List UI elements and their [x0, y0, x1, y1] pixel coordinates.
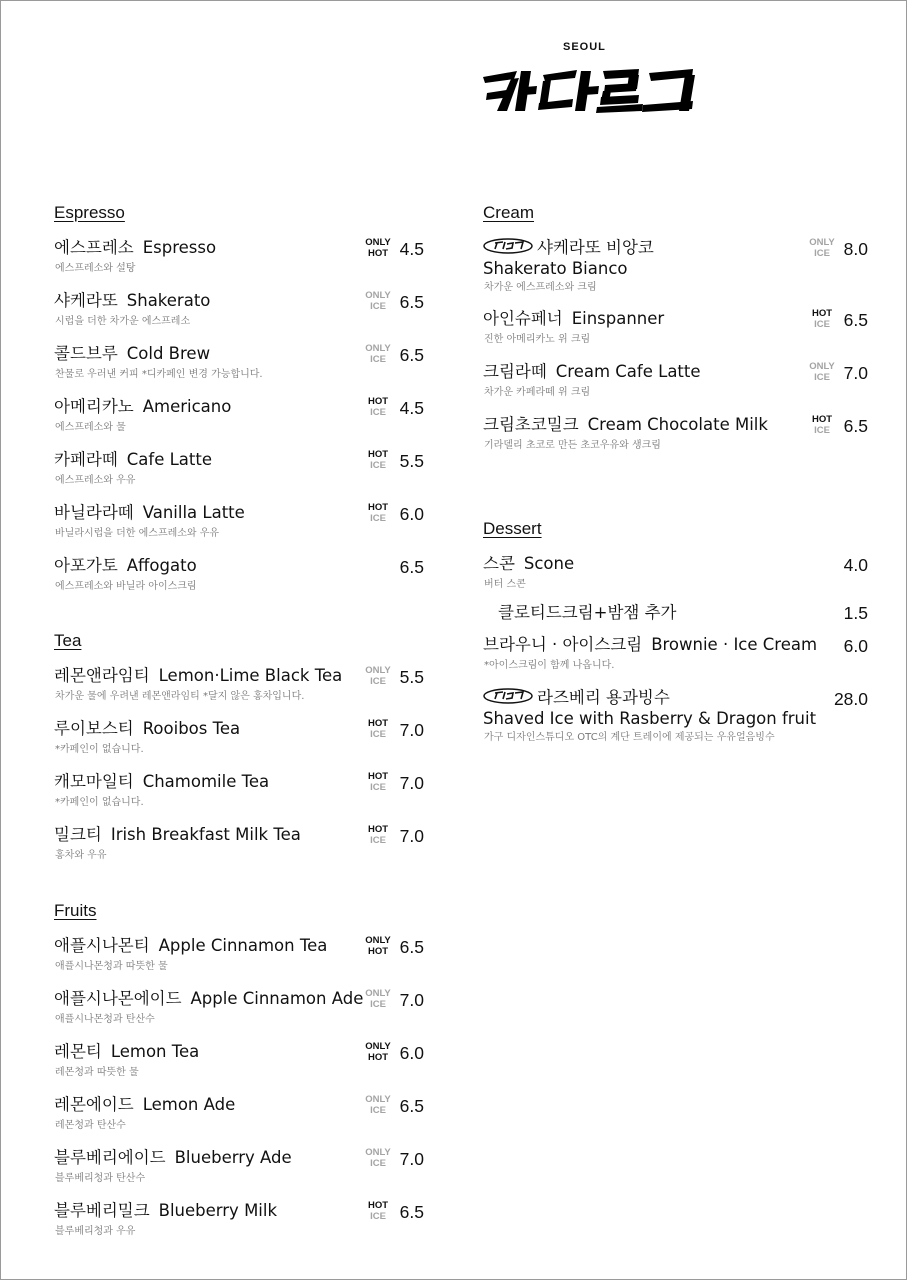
item-name: [54, 291, 210, 311]
item-name-ko: 레몬에이드: [54, 1095, 134, 1114]
tag-line-2: ICE: [370, 460, 386, 471]
item-price: 7.0: [399, 826, 424, 846]
menu-item: [54, 553, 429, 606]
item-name: [498, 603, 685, 623]
item-price: 6.5: [399, 345, 424, 365]
item-description: 에스프레소와 물: [55, 422, 126, 433]
tag-line-1: HOT: [367, 449, 389, 460]
temperature-tag: [363, 1200, 393, 1222]
section-title: Espresso: [54, 203, 125, 222]
tag-line-2: ICE: [370, 835, 386, 846]
item-description: 버터 스콘: [484, 579, 526, 590]
item-description: 애플시나몬청과 탄산수: [55, 1014, 155, 1025]
item-name-en: Scone: [523, 554, 575, 573]
section-title: Cream: [483, 203, 535, 222]
item-name-ko: 샤케라또: [54, 291, 118, 310]
menu-item: [483, 551, 873, 597]
menu-item: [54, 1145, 429, 1198]
menu-item: [483, 306, 873, 359]
item-name-en: Apple Cinnamon Tea: [158, 936, 328, 955]
brand-logo: [481, 67, 697, 113]
item-description: 블루베리청과 탄산수: [55, 1173, 146, 1184]
tag-line-1: HOT: [367, 824, 389, 835]
item-name-ko: 카페라떼: [54, 450, 118, 469]
item-name-en: Blueberry Milk: [158, 1201, 278, 1220]
menu-item: [54, 1039, 429, 1092]
item-description: 차가운 물에 우려낸 레몬앤라임티 *달지 않은 홍차입니다.: [55, 691, 305, 702]
tag-line-1: ONLY: [365, 1147, 391, 1158]
item-name-ko: 레몬앤라임티: [54, 666, 150, 685]
temperature-tag: [807, 361, 837, 383]
tag-line-1: HOT: [811, 308, 833, 319]
temperature-tag: [363, 718, 393, 740]
tag-line-1: HOT: [367, 771, 389, 782]
item-name-en: Shaved Ice with Rasberry & Dragon fruit: [483, 709, 817, 728]
item-price: 6.5: [399, 937, 424, 957]
item-price: 8.0: [843, 239, 868, 259]
item-name: [483, 635, 817, 655]
tag-line-1: ONLY: [365, 665, 391, 676]
tag-line-2: ICE: [370, 782, 386, 793]
temperature-tag: [363, 290, 393, 312]
item-name: [54, 936, 327, 956]
tag-line-1: ONLY: [809, 237, 835, 248]
tag-line-2: ICE: [370, 354, 386, 365]
tag-line-2: ICE: [370, 407, 386, 418]
tag-line-1: ONLY: [365, 237, 391, 248]
menu-item: [54, 933, 429, 986]
item-name-ko: 아인슈페너: [483, 309, 563, 328]
menu-item: [54, 1092, 429, 1145]
item-description: 레몬청과 탄산수: [55, 1120, 126, 1131]
item-name: [483, 309, 664, 329]
item-name-en: Shakerato: [126, 291, 211, 310]
menu-section: [483, 201, 873, 465]
temperature-tag: [363, 1094, 393, 1116]
item-price: 6.0: [399, 1043, 424, 1063]
tag-line-1: HOT: [367, 502, 389, 513]
item-name-ko: 아메리카노: [54, 397, 134, 416]
item-description: *카페인이 없습니다.: [55, 744, 144, 755]
item-name: [54, 1095, 235, 1115]
item-name-ko: 라즈베리 용과빙수: [537, 688, 670, 707]
temperature-tag: [363, 237, 393, 259]
item-name: [54, 344, 210, 364]
item-description: 홍차와 우유: [55, 850, 107, 861]
menu-item: [54, 716, 429, 769]
item-name-en: Cafe Latte: [126, 450, 212, 469]
item-name-en: Einspanner: [571, 309, 665, 328]
item-name-en: Vanilla Latte: [142, 503, 245, 522]
tag-line-1: HOT: [367, 1200, 389, 1211]
menu-section: [54, 629, 429, 875]
item-name-ko: 콜드브루: [54, 344, 118, 363]
item-name-ko: 스콘: [483, 554, 515, 573]
item-name-en: Cold Brew: [126, 344, 211, 363]
item-name-ko: 블루베리에이드: [54, 1148, 166, 1167]
brand-header: [481, 41, 697, 117]
item-name-ko: 브라우니 · 아이스크림: [483, 635, 643, 654]
item-name-en: Lemon Tea: [110, 1042, 200, 1061]
item-name-en: Americano: [142, 397, 232, 416]
item-price: 6.5: [399, 1096, 424, 1116]
menu-item: [54, 663, 429, 716]
item-price: 7.0: [399, 720, 424, 740]
item-name: [483, 362, 701, 382]
item-name-en: Brownie · Ice Cream: [651, 635, 818, 654]
item-name-ko: 애플시나몬에이드: [54, 989, 182, 1008]
tag-line-1: HOT: [367, 718, 389, 729]
menu-item: [483, 632, 873, 685]
item-description: 레몬청과 따뜻한 물: [55, 1067, 139, 1078]
item-price: 6.5: [843, 310, 868, 330]
tag-line-2: ICE: [370, 1105, 386, 1116]
item-name: [483, 415, 768, 435]
tag-line-2: ICE: [814, 319, 830, 330]
item-name-en: Shakerato Bianco: [483, 259, 628, 278]
menu-section: [483, 517, 873, 756]
menu-item: [483, 359, 873, 412]
item-name: [54, 825, 301, 845]
tag-line-2: ICE: [370, 301, 386, 312]
item-price: 6.5: [399, 1202, 424, 1222]
item-name: [54, 238, 216, 258]
item-name-ko: 루이보스티: [54, 719, 134, 738]
item-description: *아이스크림이 함께 나옵니다.: [484, 660, 615, 671]
item-name: [483, 238, 663, 258]
tag-line-1: ONLY: [365, 935, 391, 946]
item-description: 에스프레소와 우유: [55, 475, 136, 486]
temperature-tag: [363, 502, 393, 524]
menu-item: [483, 412, 873, 465]
menu-section: [54, 201, 429, 606]
menu-item: [54, 288, 429, 341]
item-name-ko: 클로티드크림+밤잼 추가: [498, 603, 677, 622]
item-price: 6.0: [843, 636, 868, 656]
item-name-ko: 캐모마일티: [54, 772, 134, 791]
item-name-ko: 바닐라라떼: [54, 503, 134, 522]
tag-line-1: ONLY: [365, 290, 391, 301]
menu-item: [54, 769, 429, 822]
menu-item: [483, 235, 873, 306]
item-description: 찬물로 우러낸 커피 *디카페인 변경 가능합니다.: [55, 369, 263, 380]
item-price: 4.0: [843, 555, 868, 575]
item-description: 진한 아메리카노 위 크림: [484, 334, 591, 345]
menu-item: [483, 597, 873, 632]
menu-item: [54, 822, 429, 875]
item-description: 애플시나몬청과 따뜻한 물: [55, 961, 168, 972]
item-name-ko: 애플시나몬티: [54, 936, 150, 955]
tag-line-1: ONLY: [365, 988, 391, 999]
item-name-en: Espresso: [142, 238, 217, 257]
item-name-en: Cream Cafe Latte: [555, 362, 701, 381]
item-name-ko: 아포가토: [54, 556, 118, 575]
temperature-tag: [807, 308, 837, 330]
brand-city: SEOUL: [563, 41, 606, 53]
tag-line-2: ICE: [370, 513, 386, 524]
temperature-tag: [363, 1147, 393, 1169]
item-name-en: Apple Cinnamon Ade: [190, 989, 364, 1008]
item-description: 에스프레소와 설탕: [55, 263, 136, 274]
item-name: [54, 1201, 277, 1221]
temperature-tag: [363, 988, 393, 1010]
tag-line-2: ICE: [370, 1211, 386, 1222]
item-name-en: Chamomile Tea: [142, 772, 270, 791]
item-name: [54, 1042, 199, 1062]
temperature-tag: [363, 665, 393, 687]
item-name-en: Affogato: [126, 556, 197, 575]
temperature-tag: [363, 771, 393, 793]
item-name-en: Blueberry Ade: [174, 1148, 292, 1167]
item-name-ko: 에스프레소: [54, 238, 134, 257]
item-name-en: Lemon·Lime Black Tea: [158, 666, 343, 685]
menu-item: [54, 394, 429, 447]
item-description: 차가운 카페라떼 위 크림: [484, 387, 591, 398]
item-price: 7.0: [399, 1149, 424, 1169]
item-name-ko: 밀크티: [54, 825, 102, 844]
item-name-ko: 레몬티: [54, 1042, 102, 1061]
item-name: [54, 719, 240, 739]
temperature-tag: [807, 237, 837, 259]
menu-section: [54, 899, 429, 1251]
item-name-ko: 크림초코밀크: [483, 415, 579, 434]
item-name-en: Irish Breakfast Milk Tea: [110, 825, 301, 844]
temperature-tag: [363, 343, 393, 365]
tag-line-2: ICE: [370, 729, 386, 740]
item-price: 6.0: [399, 504, 424, 524]
item-price: 1.5: [843, 603, 868, 623]
item-name-en: Lemon Ade: [142, 1095, 236, 1114]
temperature-tag: [363, 935, 393, 957]
item-price: 6.5: [843, 416, 868, 436]
item-description: 바닐라시럽을 더한 에스프레소와 우유: [55, 528, 220, 539]
item-price: 7.0: [399, 773, 424, 793]
tag-line-2: ICE: [814, 372, 830, 383]
section-title: Tea: [54, 631, 82, 650]
tag-line-2: ICE: [370, 676, 386, 687]
item-name: [54, 556, 197, 576]
tag-line-1: ONLY: [809, 361, 835, 372]
menu-item: [54, 341, 429, 394]
temperature-tag: [363, 824, 393, 846]
tag-line-2: ICE: [370, 1158, 386, 1169]
item-price: 7.0: [843, 363, 868, 383]
item-description: 기라델리 초코로 만든 초코우유와 생크림: [484, 440, 661, 451]
item-description: 블루베리청과 우유: [55, 1226, 136, 1237]
item-price: 5.5: [399, 451, 424, 471]
menu-item: [54, 447, 429, 500]
menu-item: [54, 235, 429, 288]
item-description: 시럽을 더한 차가운 에스프레소: [55, 316, 191, 327]
item-name-ko: 크림라떼: [483, 362, 547, 381]
item-name-en: Cream Chocolate Milk: [587, 415, 768, 434]
item-name: [54, 503, 245, 523]
tag-line-1: ONLY: [365, 1094, 391, 1105]
menu-item: [483, 685, 873, 756]
item-price: 28.0: [833, 689, 868, 709]
item-name: [54, 666, 342, 686]
section-title: Dessert: [483, 519, 542, 538]
temperature-tag: [363, 1041, 393, 1063]
item-description: 차가운 에스프레소와 크림: [484, 282, 597, 293]
item-name: [483, 554, 574, 574]
item-name: [54, 772, 269, 792]
item-description: 에스프레소와 바닐라 아이스크림: [55, 581, 197, 592]
temperature-tag: [363, 449, 393, 471]
tag-line-1: HOT: [367, 396, 389, 407]
temperature-tag: [807, 414, 837, 436]
section-title: Fruits: [54, 901, 97, 920]
signature-badge-icon: [483, 238, 533, 254]
item-description: *카페인이 없습니다.: [55, 797, 144, 808]
item-price: 4.5: [399, 398, 424, 418]
tag-line-2: HOT: [367, 946, 389, 957]
tag-line-2: ICE: [814, 248, 830, 259]
right-column: [483, 201, 873, 756]
item-name-ko: 블루베리밀크: [54, 1201, 150, 1220]
tag-line-1: ONLY: [365, 343, 391, 354]
item-name: [483, 688, 679, 708]
tag-line-2: ICE: [814, 425, 830, 436]
left-column: [54, 201, 429, 1251]
item-price: 6.5: [399, 557, 424, 577]
item-description: 가구 디자인스튜디오 OTC의 계단 트레이에 제공되는 우유얼음빙수: [484, 732, 775, 743]
item-price: 6.5: [399, 292, 424, 312]
tag-line-2: ICE: [370, 999, 386, 1010]
temperature-tag: [363, 396, 393, 418]
tag-line-1: HOT: [811, 414, 833, 425]
item-name: [54, 989, 363, 1009]
menu-item: [54, 500, 429, 553]
item-name-ko: 샤케라또 비앙코: [537, 238, 654, 257]
tag-line-2: HOT: [367, 248, 389, 259]
item-name-en: Rooibos Tea: [142, 719, 241, 738]
item-name: [54, 397, 231, 417]
item-name: [54, 1148, 292, 1168]
signature-badge-icon: [483, 688, 533, 704]
tag-line-1: ONLY: [365, 1041, 391, 1052]
item-price: 7.0: [399, 990, 424, 1010]
tag-line-2: HOT: [367, 1052, 389, 1063]
item-price: 5.5: [399, 667, 424, 687]
item-price: 4.5: [399, 239, 424, 259]
menu-item: [54, 986, 429, 1039]
menu-item: [54, 1198, 429, 1251]
item-name: [54, 450, 212, 470]
